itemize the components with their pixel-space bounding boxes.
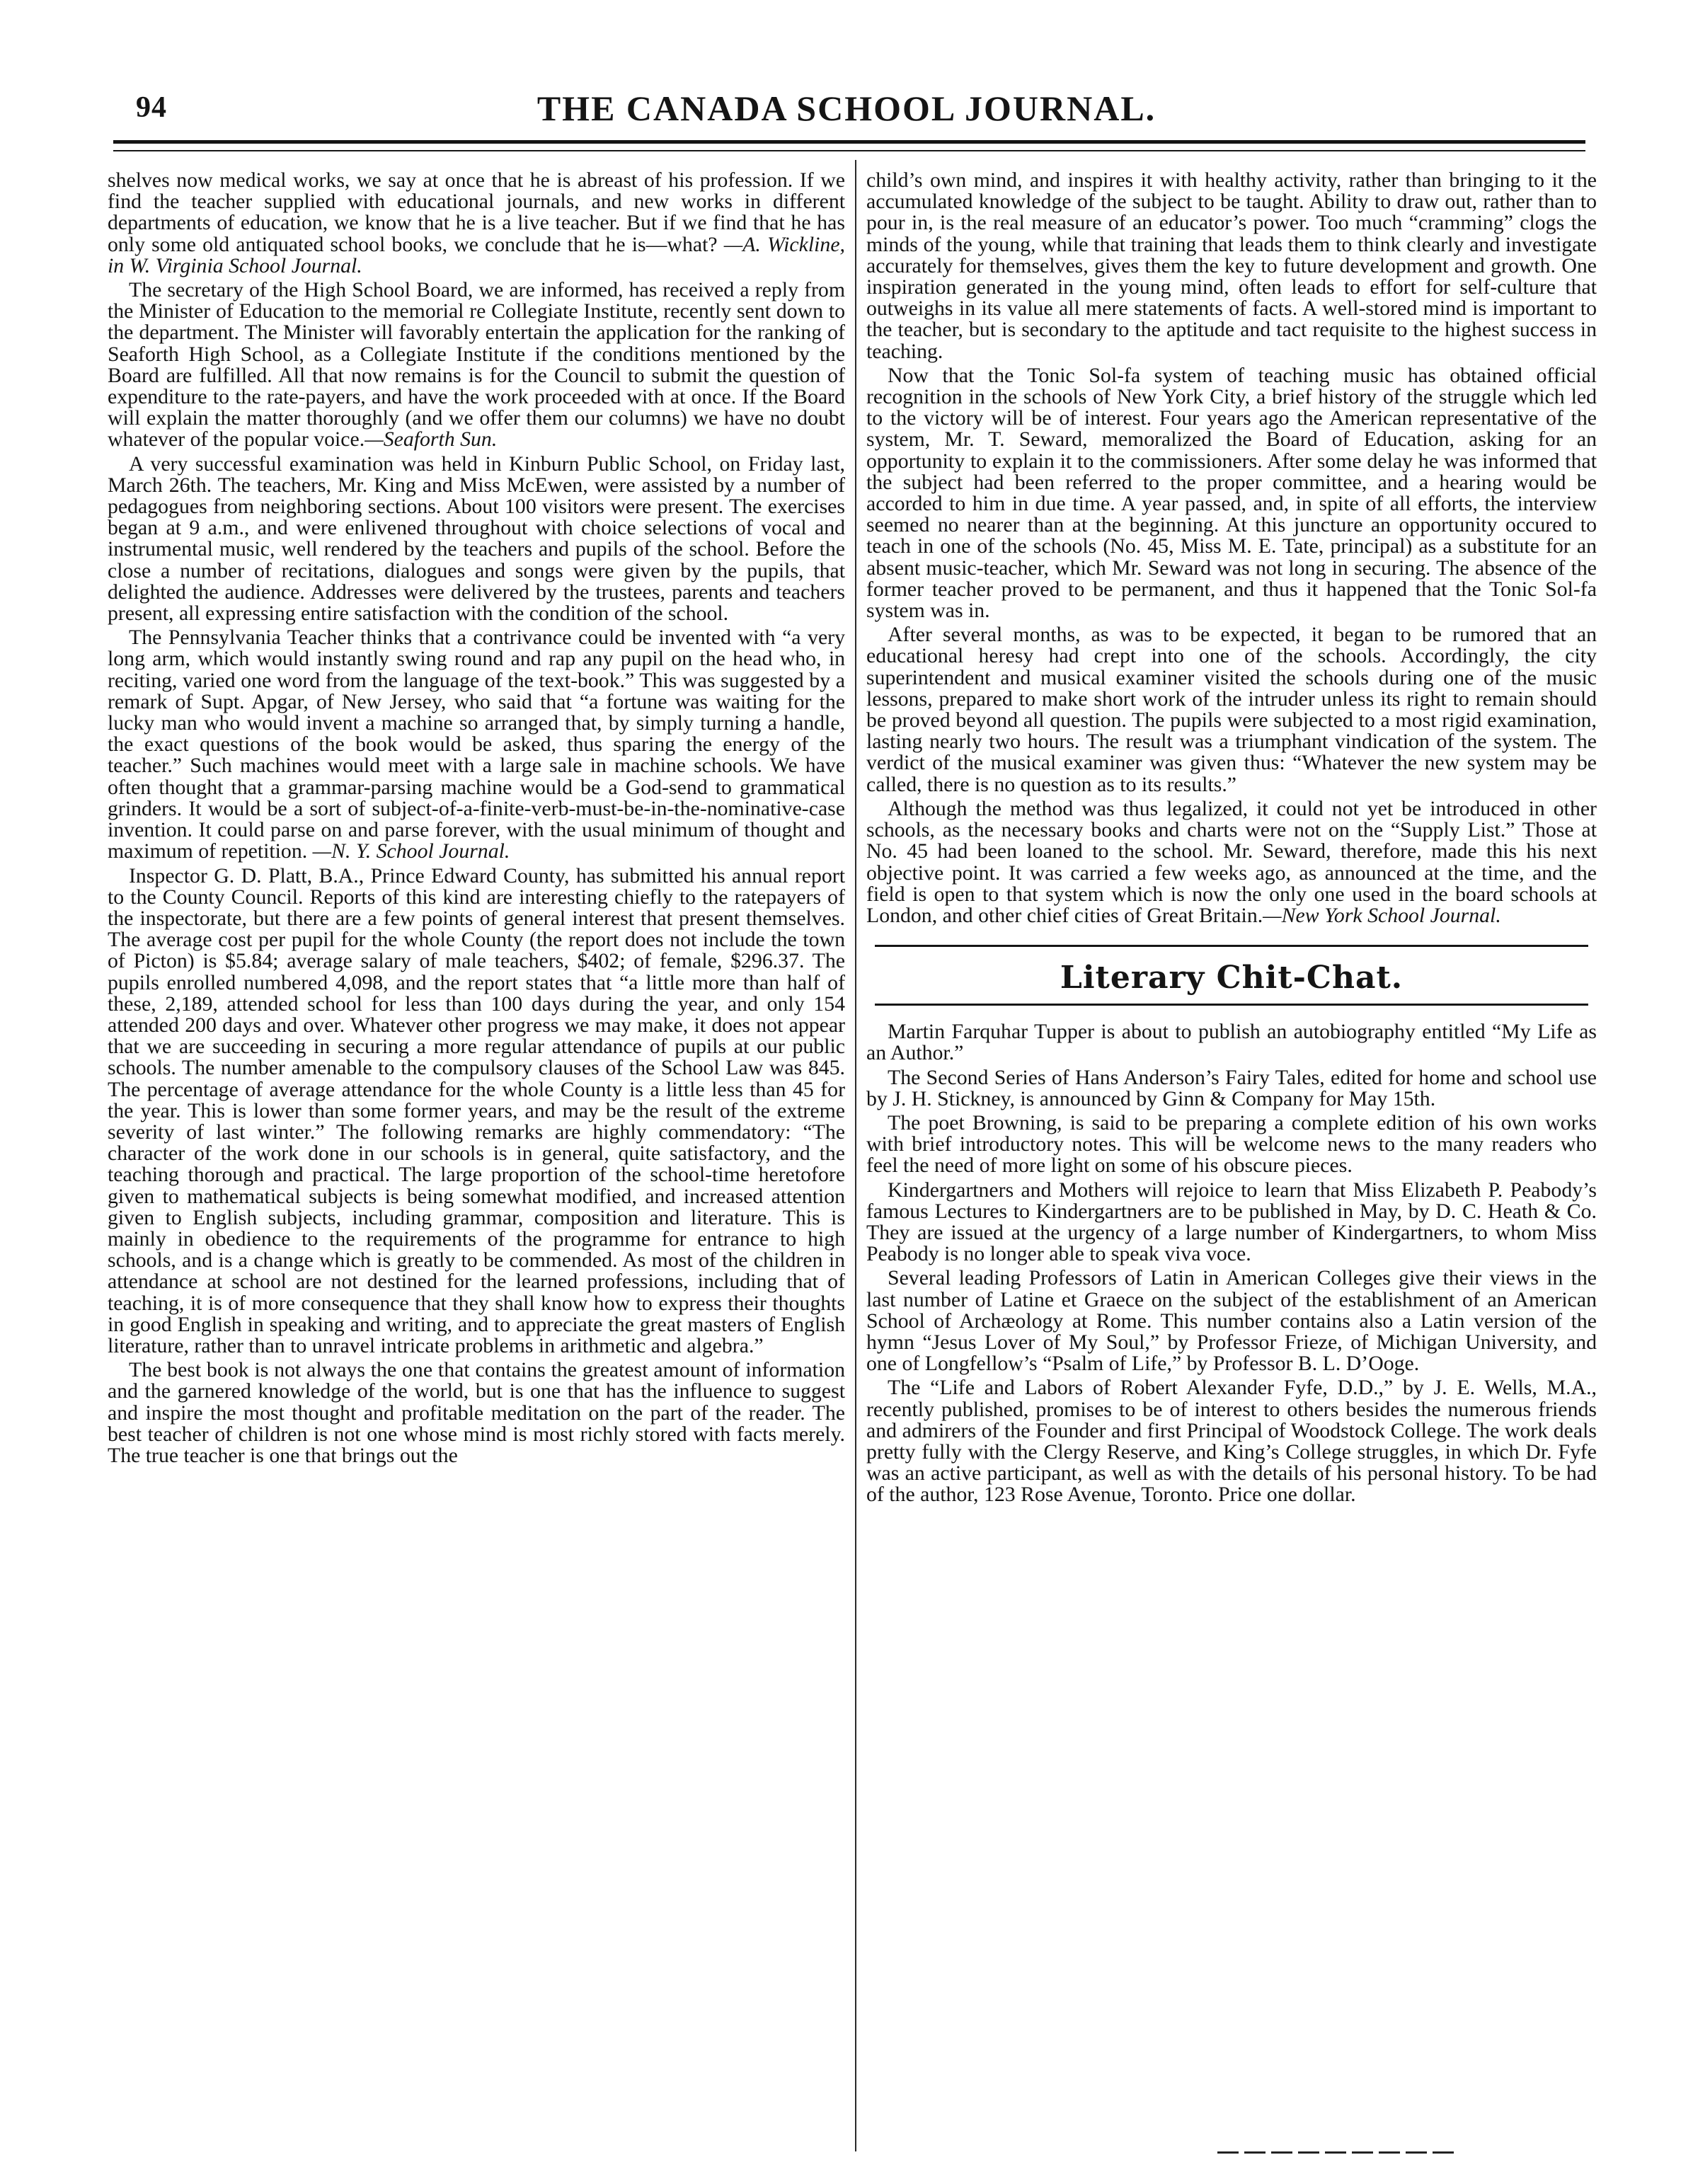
column-divider <box>855 160 856 2151</box>
chit-chat-item: The “Life and Labors of Robert Alexander Fyfe, D.D.,” by J. E. Wells, M.A., recently published, promises to be of interest to others besides the numerous friends and admirers of the Founder and first Principal of Woodstock College. The work deals pretty fully with the Clergy Reserve, and King’s College struggles, in which Dr. Fyfe was an active participant, as well as with the details of his personal history. To be had of the author, 123 Rose Avenue, Toronto. Price one dollar. <box>866 1376 1597 1507</box>
article-paragraph: shelves now medical works, we say at once that he is abreast of his profession. If we find the teacher supplied with educational journals, and new works in different departments of education, we know that he is a live teacher. But if we find that he has only some old antiquated school books, we conclude that he is—what? —A. Wickline, in W. Virginia School Journal. <box>108 168 846 277</box>
chit-chat-item: Martin Farquhar Tupper is about to publish an autobiography entitled “My Life as an Author.” <box>866 1020 1597 1065</box>
article-paragraph: After several months, as was to be expected, it began to be rumored that an educational heresy had crept into one of the schools. Accordingly, the city superintendent and musical examiner visited the schools during one of the music lessons, prepared to make short work of the intruder unless its right to remain should be proved beyond all question. The pupils were subjected to a most rigid examination, lasting nearly two hours. The result was a triumphant vindication of the system. The verdict of the musical examiner was given thus: “Whatever the new system may be called, there is no question as to its results.” <box>866 623 1597 796</box>
article-paragraph: The best book is not always the one that contains the greatest amount of information and the garnered knowledge of the world, but is one that has the influence to suggest and inspire the most thought and profitable meditation on the part of the reader. The best teacher of children is not one whose mind is most richly stored with facts merely. The true teacher is one that brings out the <box>108 1358 845 1467</box>
section-rule-bottom <box>875 1004 1588 1006</box>
left-column <box>108 170 845 1469</box>
chit-chat-item: The poet Browning, is said to be preparing a complete edition of his own works with brief introductory notes. This will be welcome news to the many readers who feel the need of more light on some of his obscure pieces. <box>866 1110 1597 1178</box>
header-rule-thin <box>113 150 1585 151</box>
article-paragraph: Although the method was thus legalized, it could not yet be introduced in other schools, as the necessary books and charts were not on the “Supply List.” Those at No. 45 had been loaned to the school. Mr. Seward, therefore, made this his next objective point. It was carried a few weeks ago, as announced at the time, and the field is open to that system which is now the only one used in the board schools at London, and other chief cities of Great Britain.—New York School Journal. <box>866 796 1597 927</box>
article-paragraph: Now that the Tonic Sol-fa system of teaching music has obtained official recognition in the schools of New York City, a brief history of the struggle which led to the victory will be of interest. Four years ago the American representative of the system, Mr. T. Seward, memoralized the Board of Education, asking for an opportunity to explain it to the commissioners. After some delay he was informed that the subject had been referred to the proper committee, and a hearing would be accorded to him in due time. A year passed, and, in spite of all efforts, the interview seemed no nearer than at the beginning. At this juncture an opportunity occured to teach in one of the schools (No. 45, Miss M. E. Tate, principal) as a substitute for an absent music-teacher, which Mr. Seward was not long in securing. The absence of the former teacher proved to be permanent, and thus it happened that the Tonic Sol-fa system was in. <box>866 363 1597 623</box>
journal-title: THE CANADA SCHOOL JOURNAL. <box>536 88 1157 128</box>
section-rule-top <box>875 945 1588 947</box>
article-paragraph: child’s own mind, and inspires it with healthy activity, rather than bringing to it the accumulated knowledge of the subject to be taught. Ability to draw out, rather than to pour in, is the real measure of an educator’s power. Too much “cramming” clogs the minds of the young, while that training that leads them to think clearly and investigate accurately for themselves, gives them the key to future development and growth. One inspiration generated in the young mind, often leads to effort for self-culture that outweighs in its value all mere statements of facts. A well-stored mind is important to the teacher, but is secondary to the aptitude and tact requisite to the highest success in teaching. <box>866 168 1597 363</box>
page-number: 94 <box>136 91 167 124</box>
right-column <box>866 170 1597 1509</box>
article-paragraph: Inspector G. D. Platt, B.A., Prince Edward County, has submitted his annual report to the County Council. Reports of this kind are interesting chiefly to the ratepayers of the inspectorate, but there are a few points of general interest that present themselves. The average cost per pupil for the whole County (the report does not include the town of Picton) is $5.84; average salary of male teachers, $402; of female, $296.37. The pupils enrolled numbered 4,098, and the report states that “a little more than half of these, 2,189, attended school for less than 100 days during the year, and only 154 attended 200 days and over. Whatever other progress we may make, it does not appear that we are succeeding in securing a more regular attendance of pupils at our public schools. The number amenable to the compulsory clauses of the School Law was 845. The percentage of average attendance for the whole County is a little less than 45 for the year. This is lower than some former years, and may be the result of the extreme severity of last winter.” The following remarks are highly commendatory: “The character of the work done in our schools is in general, quite satisfactory, and the teaching thorough and practical. The large proportion of the school-time heretofore given to mathematical subjects is being somewhat modified, and increased attention given to English subjects, including grammar, composition and literature. This is mainly in obedience to the requirements of the programme for entrance to high schools, and is a change which is greatly to be commended. As most of the children in attendance at school are not destined for the learned professions, including that of teaching, it is of more consequence that they shall know how to express their thoughts in good English in speaking and writing, and to appreciate the great masters of English literature, rather than to unravel intricate problems in arithmetic and algebra.” <box>108 863 845 1357</box>
article-paragraph: The Pennsylvania Teacher thinks that a contrivance could be invented with “a very long arm, which would instantly swing round and rap any pupil on the head who, in reciting, varied one word from the language of the text-book.” This was suggested by a remark of Supt. Apgar, of New Jersey, who said that “a fortune was waiting for the lucky man who would invent a machine so arranged that, by simply turning a handle, the exact questions of the book would be asked, thus sparing the energy of the teacher.” Such machines would meet with a large sale in machine schools. We have often thought that a grammar-parsing machine would be a God-send to grammatical grinders. It would be a sort of subject-of-a-finite-verb-must-be-in-the-nominative-case invention. It could parse on and parse forever, with the usual minimum of thought and maximum of repetition. —N. Y. School Journal. <box>108 626 845 863</box>
chit-chat-item: Several leading Professors of Latin in American Colleges give their views in the last number of Latine et Graece on the subject of the establishment of an American School of Archæology at Rome. This number contains also a Latin version of the hymn “Jesus Lover of My Soul,” by Professor Frieze, of Michigan University, and one of Longfellow’s “Psalm of Life,” by Professor B. L. D’Ooge. <box>866 1266 1597 1376</box>
section-heading: Literary Chit-Chat. <box>1060 960 1404 996</box>
header-rule-thick <box>113 140 1585 144</box>
chit-chat-item: Kindergartners and Mothers will rejoice to learn that Miss Elizabeth P. Peabody’s famous Lectures to Kindergartners are to be published in May, by D. C. Heath & Co. They are issued at the urgency of a large number of Kindergartners, to whom Miss Peabody is no longer able to speak viva voce. <box>866 1178 1597 1266</box>
article-paragraph: The secretary of the High School Board, we are informed, has received a reply from the Minister of Education to the memorial re Collegiate Institute, recently sent down to the department. The Minister will favorably entertain the application for the ranking of Seaforth High School, as a Collegiate Institute if the conditions mentioned by the Board are fulfilled. All that now remains is for the Council to submit the question of expenditure to the rate-payers, and have the work proceeded with at once. If the Board will explain the matter thoroughly (and we offer them our columns) we have no doubt whatever of the popular voice.—Seaforth Sun. <box>108 278 845 452</box>
end-ornament <box>1217 2151 1458 2154</box>
chit-chat-item: The Second Series of Hans Anderson’s Fairy Tales, edited for home and school use by J. H. Stickney, is announced by Ginn & Company for May 15th. <box>866 1065 1597 1110</box>
article-paragraph: A very successful examination was held in Kinburn Public School, on Friday last, March 26th. The teachers, Mr. King and Miss McEwen, were assisted by a number of pedagogues from neighboring sections. About 100 visitors were present. The exercises began at 9 a.m., and were enlivened throughout with choice selections of vocal and instrumental music, well rendered by the teachers and pupils of the school. Before the close a number of recitations, dialogues and songs were given by the pupils, that delighted the audience. Addresses were delivered by the trustees, parents and teachers present, all expressing entire satisfaction with the condition of the school. <box>108 452 845 626</box>
